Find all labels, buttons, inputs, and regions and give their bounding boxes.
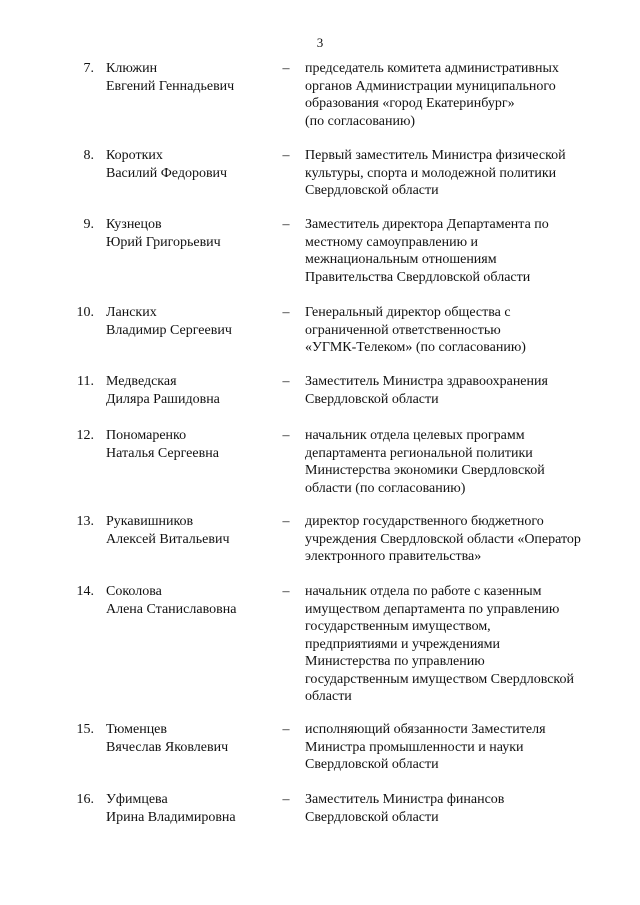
list-item xyxy=(0,60,640,129)
surname: Пономаренко xyxy=(106,428,187,443)
role-line: электронного правительства» xyxy=(305,549,482,564)
role-line: Заместитель Министра финансов xyxy=(305,792,505,807)
item-number: 11. xyxy=(77,374,94,389)
surname: Рукавишников xyxy=(106,514,194,529)
item-number: 14. xyxy=(76,584,94,599)
dash-separator: – xyxy=(282,428,290,443)
role-line: предприятиями и учреждениями xyxy=(305,636,501,652)
role-line: департамента региональной политики xyxy=(305,445,533,461)
role-line: Министра промышленности и науки xyxy=(305,739,524,755)
given-name: Ирина Владимировна xyxy=(106,809,236,825)
role-line: Министерства экономики Свердловской xyxy=(305,463,545,478)
item-number: 9. xyxy=(83,217,94,232)
position-description xyxy=(305,373,605,408)
role-line: (по согласованию) xyxy=(305,113,416,129)
role-line: межнациональным отношениям xyxy=(305,252,497,267)
list-item xyxy=(0,513,640,564)
item-number: 8. xyxy=(83,148,94,163)
position-description xyxy=(305,216,605,286)
person-name xyxy=(106,373,276,408)
role-line: Министерства по управлению xyxy=(305,654,485,669)
role-line: Правительства Свердловской области xyxy=(305,269,531,285)
person-name xyxy=(106,60,276,95)
list-item xyxy=(0,147,640,198)
role-line: начальник отдела по работе с казенным xyxy=(305,584,542,599)
role-line: государственным имуществом Свердловской xyxy=(305,671,575,687)
list-item xyxy=(0,427,640,496)
person-name xyxy=(106,791,276,826)
given-name: Алексей Витальевич xyxy=(106,531,230,547)
role-line: Первый заместитель Министра физической xyxy=(305,148,566,163)
item-number: 12. xyxy=(76,428,94,443)
page-number: 3 xyxy=(316,35,324,50)
dash-separator: – xyxy=(282,148,290,163)
person-name xyxy=(106,216,276,251)
dash-separator: – xyxy=(282,61,290,76)
person-name xyxy=(106,147,276,182)
dash-separator: – xyxy=(282,584,290,599)
item-number: 7. xyxy=(83,61,94,76)
surname: Коротких xyxy=(106,148,163,163)
list-item xyxy=(0,216,640,285)
person-name xyxy=(106,513,276,548)
surname: Соколова xyxy=(106,584,162,599)
role-line: ограниченной ответственностью xyxy=(305,322,501,338)
list-item xyxy=(0,791,640,825)
role-line: местному самоуправлению и xyxy=(305,234,479,250)
given-name: Алена Станиславовна xyxy=(106,601,237,617)
role-line: имуществом департамента по управлению xyxy=(305,601,560,617)
surname: Ланских xyxy=(106,305,157,320)
given-name: Вячеслав Яковлевич xyxy=(106,739,229,755)
role-line: «УГМК-Телеком» (по согласованию) xyxy=(305,340,526,355)
surname: Уфимцева xyxy=(106,792,168,807)
role-line: Свердловской области xyxy=(305,391,439,407)
role-line: Свердловской области xyxy=(305,757,439,772)
given-name: Юрий Григорьевич xyxy=(106,234,221,250)
person-name xyxy=(106,721,276,756)
dash-separator: – xyxy=(282,305,290,320)
position-description xyxy=(305,60,605,130)
position-description xyxy=(305,304,605,357)
item-number: 16. xyxy=(76,792,94,807)
role-line: Генеральный директор общества с xyxy=(305,305,511,320)
dash-separator: – xyxy=(282,792,290,807)
surname: Кузнецов xyxy=(106,217,162,232)
role-line: государственным имуществом, xyxy=(305,619,491,634)
item-number: 13. xyxy=(76,514,94,529)
role-line: органов Администрации муниципального xyxy=(305,78,556,94)
role-line: области (по согласованию) xyxy=(305,480,466,496)
dash-separator: – xyxy=(282,374,290,389)
role-line: Заместитель Министра здравоохранения xyxy=(305,374,548,389)
position-description xyxy=(305,791,605,826)
role-line: учреждения Свердловской области «Оператор xyxy=(305,531,581,547)
given-name: Евгений Геннадьевич xyxy=(106,78,235,94)
role-line: культуры, спорта и молодежной политики xyxy=(305,165,557,181)
dash-separator: – xyxy=(282,217,290,232)
position-description xyxy=(305,721,605,774)
given-name: Диляра Рашидовна xyxy=(106,391,220,407)
dash-separator: – xyxy=(282,722,290,737)
position-description xyxy=(305,583,605,706)
role-line: Свердловской области xyxy=(305,183,439,198)
role-line: области xyxy=(305,689,352,704)
role-line: Свердловской области xyxy=(305,809,439,825)
surname: Тюменцев xyxy=(106,722,168,737)
person-name xyxy=(106,427,276,462)
role-line: образования «город Екатеринбург» xyxy=(305,96,515,111)
role-line: Заместитель директора Департамента по xyxy=(305,217,549,232)
person-name xyxy=(106,583,276,618)
list-item xyxy=(0,304,640,355)
item-number: 15. xyxy=(76,722,94,737)
list-item xyxy=(0,373,640,407)
role-line: исполняющий обязанности Заместителя xyxy=(305,722,546,737)
position-description xyxy=(305,513,605,566)
role-line: начальник отдела целевых программ xyxy=(305,428,525,443)
list-item xyxy=(0,583,640,704)
item-number: 10. xyxy=(76,305,94,320)
given-name: Владимир Сергеевич xyxy=(106,322,232,338)
surname: Медведская xyxy=(106,374,177,389)
given-name: Наталья Сергеевна xyxy=(106,445,219,461)
dash-separator: – xyxy=(282,514,290,529)
role-line: председатель комитета административных xyxy=(305,61,559,76)
position-description xyxy=(305,427,605,497)
surname: Клюжин xyxy=(106,61,158,76)
position-description xyxy=(305,147,605,200)
given-name: Василий Федорович xyxy=(106,165,228,181)
list-item xyxy=(0,721,640,772)
person-name xyxy=(106,304,276,339)
role-line: директор государственного бюджетного xyxy=(305,514,544,529)
